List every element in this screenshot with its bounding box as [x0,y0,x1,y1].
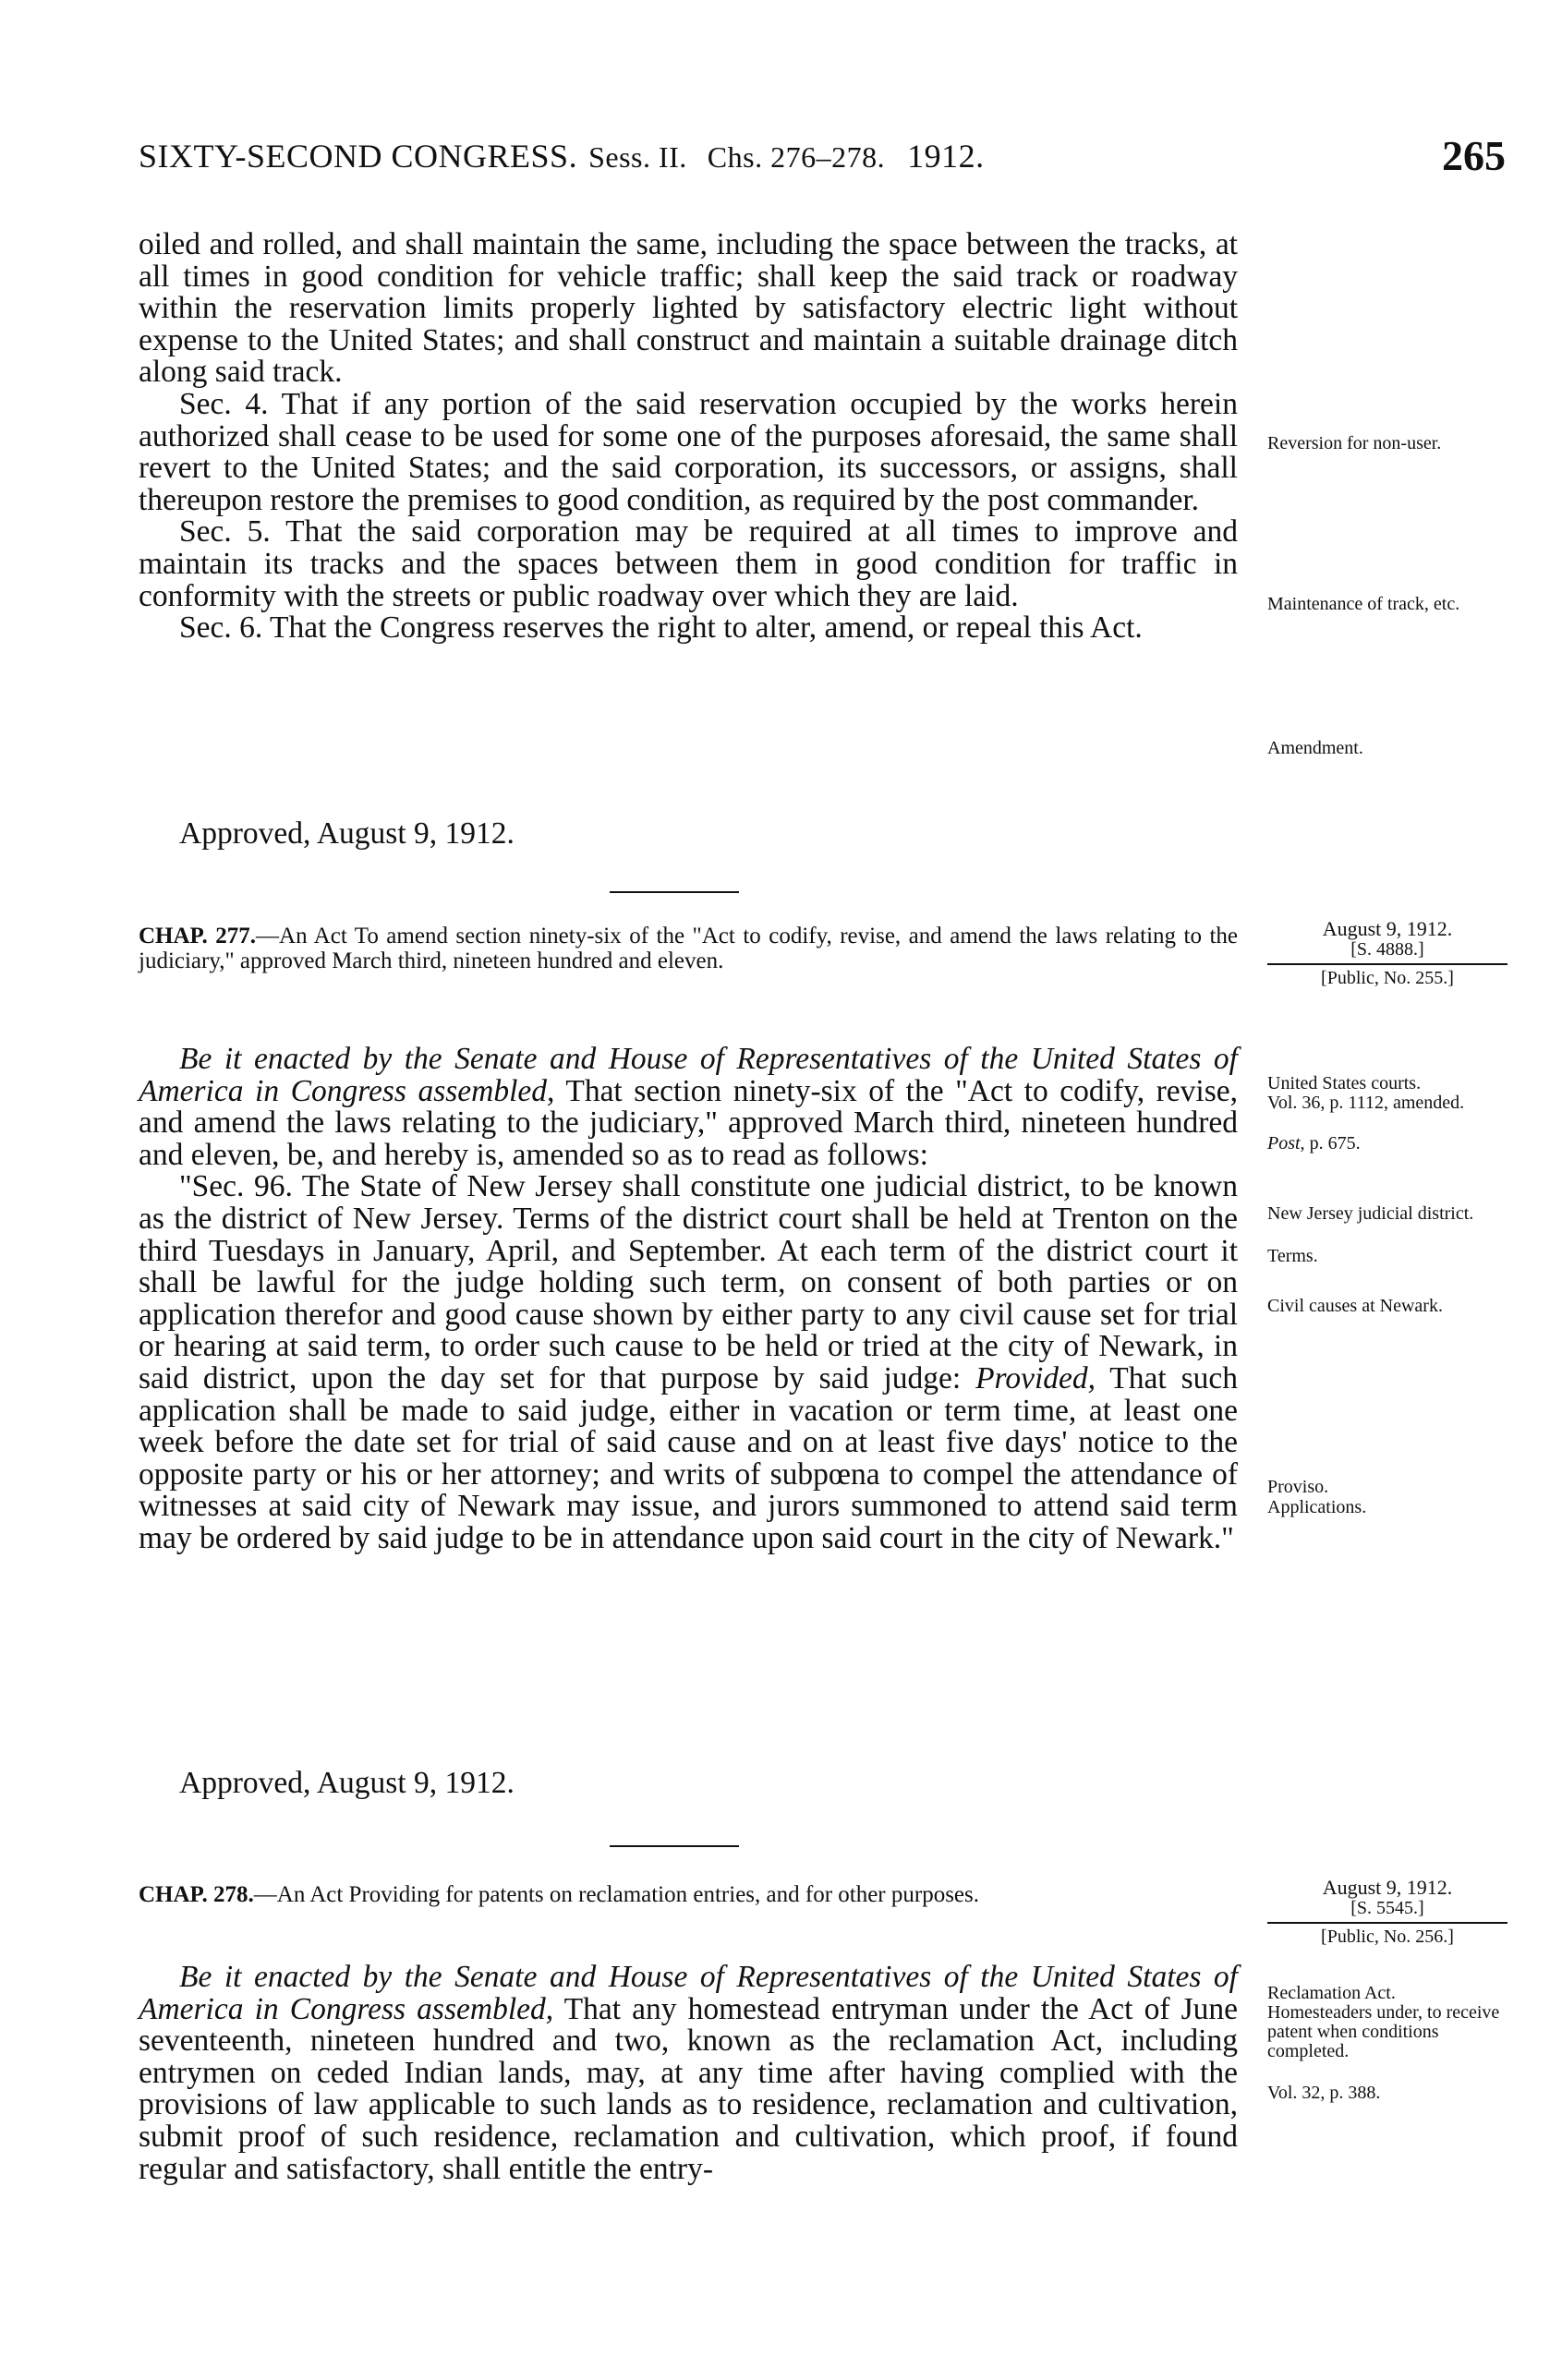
sec96-part-a: "Sec. 96. The State of New Jersey shall constitute one judicial district, to be known as the district of New Jersey. Terms of the district court shall be held at Trenton on the third Tuesdays in January, April, and September. At each term of the district court it shall be lawful for the judge holding such term, on consent of both parties or on application therefor and good cause shown by either party to any civil cause set for trial or hearing at said term, to order such cause to be held or tried at the city of Newark, in said district, upon the day set for that purpose by said judge: [139,1169,1238,1395]
chap276-section-6: Sec. 6. That the Congress reserves the right to alter, amend, or repeal this Act. [179,610,1143,646]
chap278-date: August 9, 1912. [1322,1876,1453,1899]
chap276-section-5: Sec. 5. That the said corporation may be required at all times to improve and maintain its tracks and the spaces between them in good condition for traffic in conformity with the streets or public roadway over which they are laid. [139,514,1238,613]
sec96-part-b: That such application shall be made to said judge, either in vacation or term time, at least one week before the date set for trial of said cause and on at least five days' notice to the opposite party or his or her attorney; and writs of subpœna to compel the attendance of witnesses at said city of Newark may issue, and jurors summoned to attend said term may be ordered by said judge to be in attendance upon said court in the city of Newark." [139,1360,1238,1555]
chap278-bill-number: [S. 5545.] [1350,1898,1424,1918]
page-number: 265 [1442,132,1506,179]
chap277-sidebar-meta [1267,918,1508,988]
chap277-public-law: [Public, No. 255.] [1267,963,1508,988]
chap277-enact-rest: That section ninety-six of the "Act to codify, revise, and amend the laws relating to the judiciary," approved March third, nineteen hundred and eleven, be, and hereby is, amended so as to read as follows: [139,1073,1238,1172]
session-label: Sess. II. [588,140,687,174]
chap278-title [139,1882,1238,1907]
margin-post-page: p. 675. [1304,1133,1361,1154]
chap277-enact-italic: Be it enacted by the Senate and House of Representatives of the United States of America in Congress assembled, [139,1042,1238,1108]
chap277-body [139,1044,1238,1555]
margin-note-vol-36: Vol. 36, p. 1112, amended. [1267,1093,1465,1113]
margin-note-nj-district: New Jersey judicial district. [1267,1203,1474,1224]
section-divider [610,1845,739,1847]
chap277-approved: Approved, August 9, 1912. [179,1766,515,1800]
margin-post-italic: Post, [1267,1133,1305,1154]
chap277-label: CHAP. 277. [139,924,257,948]
margin-note-post [1267,1134,1508,1154]
chap276-paragraph: oiled and rolled, and shall maintain the same, including the space between the tracks, at all times in good condition for vehicle traffic; shall keep the said track or roadway within the reservation limits properly lighted by satisfactory electric light without expense to the United States; and shall construct and maintain a suitable drainage ditch along said track. [139,227,1238,390]
margin-note-civil-causes: Civil causes at Newark. [1267,1296,1443,1316]
margin-note-maintenance: Maintenance of track, etc. [1267,594,1460,614]
chap278-public-law: [Public, No. 256.] [1267,1922,1508,1947]
chap278-label: CHAP. 278. [139,1882,254,1907]
margin-note-reclamation-act: Reclamation Act. [1267,1983,1396,2003]
chap278-body [139,1962,1238,2185]
running-title: SIXTY-SECOND CONGRESS. [139,138,578,175]
chapters-label: Chs. 276–278. [707,140,886,174]
section-divider [610,891,739,893]
year-label: 1912. [907,138,985,175]
chap277-enacting-clause [139,1044,1238,1171]
chap278-title-text: —An Act Providing for patents on reclamation entries, and for other purposes. [253,1882,980,1907]
sec96-provided: Provided, [975,1360,1096,1395]
chap276-continuation [139,229,1238,645]
running-title-line [139,137,985,175]
margin-note-us-courts: United States courts. [1267,1073,1422,1093]
margin-note-proviso: Proviso. [1267,1477,1329,1497]
running-header [139,132,1506,194]
chap278-enacting-clause [139,1962,1238,2185]
chap276-section-4: Sec. 4. That if any portion of the said reservation occupied by the works herein authorized shall cease to be used for some one of the purposes aforesaid, the same shall revert to the United States; and the said corporation, its successors, or assigns, shall thereupon restore the premises to good condition, as required by the post commander. [139,386,1238,517]
chap277-section-96 [139,1171,1238,1554]
chap277-title [139,924,1238,973]
chap278-enact-italic: Be it enacted by the Senate and House of Representatives of the United States of America in Congress assembled, [139,1960,1238,2026]
chap276-approved: Approved, August 9, 1912. [179,816,515,851]
chap278-sidebar-meta [1267,1877,1508,1947]
chap277-date: August 9, 1912. [1322,917,1453,940]
chap277-bill-number: [S. 4888.] [1350,939,1424,960]
chap277-title-text: —An Act To amend section ninety-six of the "Act to codify, revise, and amend the laws relating to the judiciary," approved March third, nineteen hundred and eleven. [139,924,1238,973]
margin-note-reversion: Reversion for non-user. [1267,433,1442,453]
margin-note-applications: Applications. [1267,1497,1367,1517]
margin-note-vol-32: Vol. 32, p. 388. [1267,2083,1381,2103]
margin-note-terms: Terms. [1267,1246,1318,1266]
margin-note-homesteaders: Homesteaders under, to receive patent when conditions completed. [1267,2002,1500,2061]
chap278-enact-rest: That any homestead entryman under the Act of June seventeenth, nineteen hundred and two, known as the reclamation Act, including entrymen on ceded Indian lands, may, at any time after having complied with the provisions of law applicable to such lands as to residence, reclamation and cultivation, submit proof of such residence, reclamation and cultivation, which proof, if found regular and satisfactory, shall entitle the entry- [139,1991,1239,2186]
margin-note-amendment: Amendment. [1267,738,1363,758]
